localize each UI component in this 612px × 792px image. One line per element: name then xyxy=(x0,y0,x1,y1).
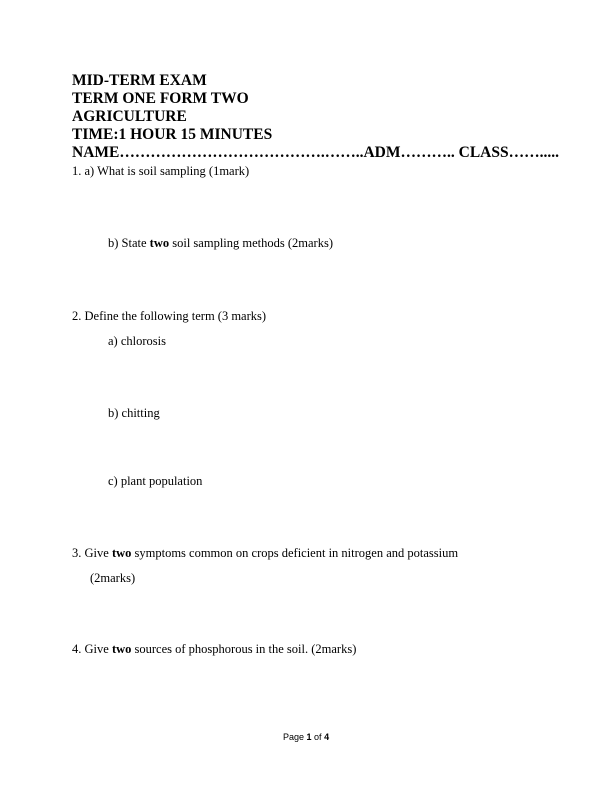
question-1b-text: b) State xyxy=(108,236,150,250)
question-3-text: symptoms common on crops deficient in nitrogen and potassium xyxy=(131,546,459,560)
question-1b xyxy=(108,236,333,251)
question-3-text: 3. Give xyxy=(72,546,112,560)
question-2a: a) chlorosis xyxy=(108,334,166,348)
question-1b-text: soil sampling methods (2marks) xyxy=(169,236,333,250)
total-pages: 4 xyxy=(324,732,330,742)
question-2b: b) chitting xyxy=(108,406,160,420)
page-number xyxy=(283,732,329,742)
question-4-text: sources of phosphorous in the soil. (2marks) xyxy=(131,642,357,656)
page-of-label: of xyxy=(311,732,325,742)
emphasis: two xyxy=(111,546,132,560)
question-1a: 1. a) What is soil sampling (1mark) xyxy=(72,164,250,178)
current-page: 1 xyxy=(306,732,312,742)
term-form: TERM ONE FORM TWO xyxy=(72,90,249,107)
question-3 xyxy=(72,546,458,561)
emphasis: two xyxy=(111,642,132,656)
name-adm-class-line: NAME………………………………….……..ADM……….. CLASS……..... xyxy=(72,144,559,161)
emphasis: two xyxy=(149,236,170,250)
question-2: 2. Define the following term (3 marks) xyxy=(72,309,267,323)
time-allowed: TIME:1 HOUR 15 MINUTES xyxy=(72,126,273,143)
page-label: Page xyxy=(283,732,307,742)
question-4-text: 4. Give xyxy=(72,642,112,656)
question-2c: c) plant population xyxy=(108,474,203,488)
subject: AGRICULTURE xyxy=(72,108,187,125)
question-3-marks: (2marks) xyxy=(90,571,136,585)
question-4 xyxy=(72,642,356,657)
exam-title: MID-TERM EXAM xyxy=(72,72,207,89)
